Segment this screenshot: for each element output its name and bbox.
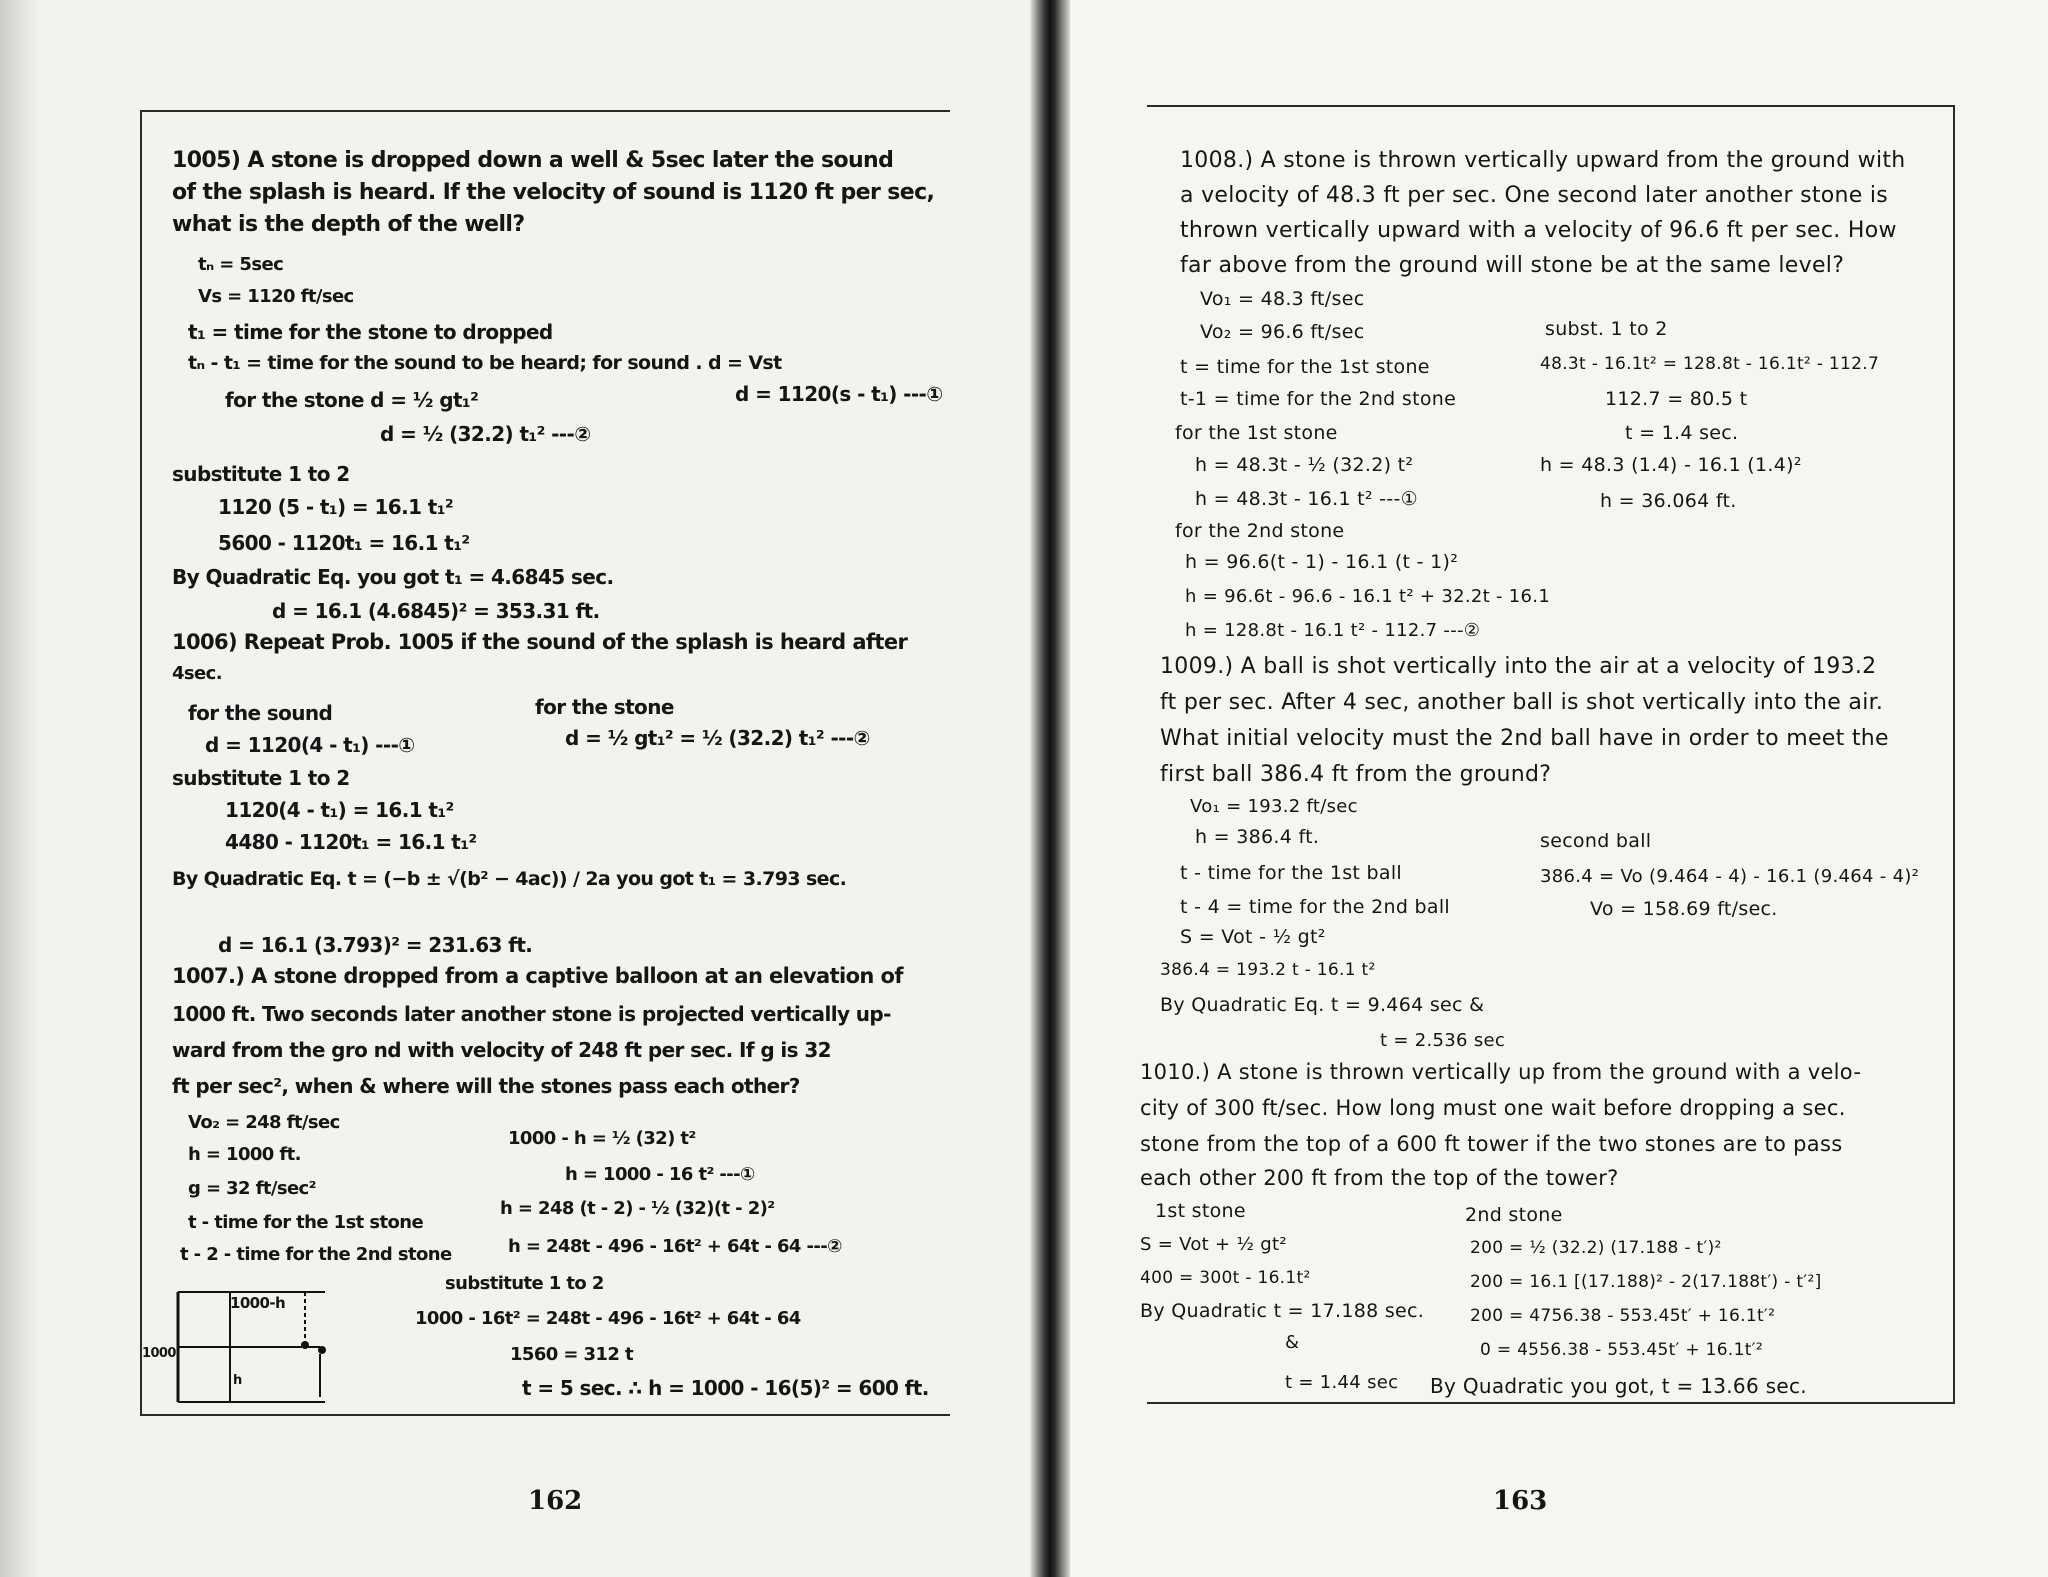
given-h-1009: h = 386.4 ft. xyxy=(1195,826,1320,848)
step-1010-c: 200 = 16.1 [(17.188)² - 2(17.188t′) - t′²] xyxy=(1470,1272,1822,1292)
def-t-1st: t - time for the 1st stone xyxy=(188,1212,424,1233)
problem-1010-line-1: 1010.) A stone is thrown vertically up from the ground with a velo- xyxy=(1140,1060,1862,1084)
substitute-1005: substitute 1 to 2 xyxy=(172,462,350,486)
step-1008-b: 112.7 = 80.5 t xyxy=(1605,388,1748,410)
given-vo2-right: Vo₂ = 96.6 ft/sec xyxy=(1200,321,1365,343)
problem-1010-line-4: each other 200 ft from the top of the tower? xyxy=(1140,1166,1619,1190)
problem-1009-line-3: What initial velocity must the 2nd ball have in order to meet the xyxy=(1160,726,1889,751)
def-t-1st-ball: t - time for the 1st ball xyxy=(1180,862,1402,884)
subst-1-to-2: subst. 1 to 2 xyxy=(1545,318,1668,340)
step-1006-b: 4480 - 1120t₁ = 16.1 t₁² xyxy=(225,830,477,854)
def-tn-t1: tₙ - t₁ = time for the sound to be heard; for sound . d = Vst xyxy=(188,352,782,374)
substitute-1006: substitute 1 to 2 xyxy=(172,766,350,790)
given-vo1-1009: Vo₁ = 193.2 ft/sec xyxy=(1190,796,1358,817)
problem-1007-line-3: ward from the gro nd with velocity of 248 ft per sec. If g is 32 xyxy=(172,1038,831,1062)
step-1009-a: 386.4 = Vo (9.464 - 4) - 16.1 (9.464 - 4)² xyxy=(1540,866,1920,887)
def-t-1st-stone: t = time for the 1st stone xyxy=(1180,356,1430,378)
diagram-label-1000: 1000 xyxy=(142,1346,176,1361)
quadratic-1010-a: By Quadratic t = 17.188 sec. xyxy=(1140,1300,1425,1322)
answer-1010-t2: By Quadratic you got, t = 13.66 sec. xyxy=(1430,1374,1807,1398)
given-vo1: Vo₁ = 48.3 ft/sec xyxy=(1200,288,1365,310)
quadratic-1005: By Quadratic Eq. you got t₁ = 4.6845 sec. xyxy=(172,565,614,589)
quadratic-1009: By Quadratic Eq. t = 9.464 sec & xyxy=(1160,994,1485,1016)
problem-1010-line-2: city of 300 ft/sec. How long must one wait before dropping a sec. xyxy=(1140,1096,1846,1120)
ampersand-1010: & xyxy=(1285,1332,1300,1353)
step-1009-b: 386.4 = 193.2 t - 16.1 t² xyxy=(1160,960,1376,980)
step-1006-a: 1120(4 - t₁) = 16.1 t₁² xyxy=(225,798,454,822)
step-1010-a: 200 = ½ (32.2) (17.188 - t′)² xyxy=(1470,1238,1722,1258)
problem-1008-line-4: far above from the ground will stone be at the same level? xyxy=(1180,253,1845,278)
answer-1008-h: h = 36.064 ft. xyxy=(1600,490,1737,512)
step-1007-b: 1560 = 312 t xyxy=(510,1344,633,1365)
for-the-stone: for the stone xyxy=(535,695,674,719)
eq-1008-2: h = 128.8t - 16.1 t² - 112.7 ---② xyxy=(1185,620,1481,641)
answer-1006: d = 16.1 (3.793)² = 231.63 ft. xyxy=(218,933,533,957)
problem-1009-line-4: first ball 386.4 ft from the ground? xyxy=(1160,762,1552,787)
answer-1008-t: t = 1.4 sec. xyxy=(1625,422,1739,444)
problem-1009-line-2: ft per sec. After 4 sec, another ball is shot vertically into the air. xyxy=(1160,690,1884,715)
given-vs: Vs = 1120 ft/sec xyxy=(198,286,354,307)
eq-1010-s: S = Vot + ½ gt² xyxy=(1140,1234,1287,1255)
diagram-label-h: h xyxy=(233,1373,242,1388)
diagram-label-1000-h: 1000-h xyxy=(230,1294,286,1312)
answer-1007: t = 5 sec. ∴ h = 1000 - 16(5)² = 600 ft. xyxy=(522,1376,929,1400)
step-1008-c: h = 48.3 (1.4) - 16.1 (1.4)² xyxy=(1540,454,1802,476)
problem-1005-line-2: of the splash is heard. If the velocity of sound is 1120 ft per sec, xyxy=(172,180,935,205)
eq-1005-1: d = 1120(s - t₁) ---① xyxy=(735,382,943,406)
eq-1008-h-b: h = 96.6(t - 1) - 16.1 (t - 1)² xyxy=(1185,551,1459,573)
problem-1010-line-3: stone from the top of a 600 ft tower if the two stones are to pass xyxy=(1140,1132,1843,1156)
eq-1008-1: h = 48.3t - 16.1 t² ---① xyxy=(1195,488,1418,510)
eq-1008-h-a: h = 48.3t - ½ (32.2) t² xyxy=(1195,454,1414,476)
substitute-1007: substitute 1 to 2 xyxy=(445,1273,604,1294)
answer-1009-t2: t = 2.536 sec xyxy=(1380,1030,1506,1051)
problem-1007-line-4: ft per sec², when & where will the stones pass each other? xyxy=(172,1074,800,1098)
eq-1009-s: S = Vot - ½ gt² xyxy=(1180,926,1326,948)
for-the-sound: for the sound xyxy=(188,701,333,725)
eq-1005-2: d = ½ (32.2) t₁² ---② xyxy=(380,422,591,446)
problem-1009-line-1: 1009.) A ball is shot vertically into the air at a velocity of 193.2 xyxy=(1160,654,1877,679)
book-gutter xyxy=(1030,0,1070,1577)
answer-1009: Vo = 158.69 ft/sec. xyxy=(1590,898,1778,920)
problem-1007-line-2: 1000 ft. Two seconds later another stone is projected vertically up- xyxy=(172,1002,891,1026)
problem-1007-line-1: 1007.) A stone dropped from a captive balloon at an elevation of xyxy=(172,964,903,988)
eq-1007-2: h = 248t - 496 - 16t² + 64t - 64 ---② xyxy=(508,1236,842,1257)
for-the-1st-stone: for the 1st stone xyxy=(1175,422,1338,444)
page-number-left: 162 xyxy=(528,1486,583,1516)
answer-1010-t1: t = 1.44 sec xyxy=(1285,1372,1399,1393)
eq-1006-2: d = ½ gt₁² = ½ (32.2) t₁² ---② xyxy=(565,726,870,750)
given-h: h = 1000 ft. xyxy=(188,1144,301,1165)
quadratic-1006: By Quadratic Eq. t = (−b ± √(b² − 4ac)) / 2a you got t₁ = 3.793 sec. xyxy=(172,868,847,890)
step-1010-e: 0 = 4556.38 - 553.45t′ + 16.1t′² xyxy=(1480,1340,1763,1360)
given-tn: tₙ = 5sec xyxy=(198,254,284,275)
given-vo2: Vo₂ = 248 ft/sec xyxy=(188,1112,340,1133)
label-2nd-stone: 2nd stone xyxy=(1465,1204,1563,1226)
left-page-edge xyxy=(0,0,40,1577)
answer-1005: d = 16.1 (4.6845)² = 353.31 ft. xyxy=(272,599,600,623)
def-t-2nd: t - 2 - time for the 2nd stone xyxy=(180,1244,452,1265)
step-1007-a: 1000 - 16t² = 248t - 496 - 16t² + 64t - 64 xyxy=(415,1308,801,1329)
for-the-2nd-stone: for the 2nd stone xyxy=(1175,520,1345,542)
step-1005-a: 1120 (5 - t₁) = 16.1 t₁² xyxy=(218,495,454,519)
eq-1006-1: d = 1120(4 - t₁) ---① xyxy=(205,733,415,757)
eq-1007-a: 1000 - h = ½ (32) t² xyxy=(508,1128,696,1149)
problem-1006-line-1: 1006) Repeat Prob. 1005 if the sound of the splash is heard after xyxy=(172,630,908,654)
given-g: g = 32 ft/sec² xyxy=(188,1178,316,1199)
second-ball: second ball xyxy=(1540,830,1652,852)
stone-formula: for the stone d = ½ gt₁² xyxy=(225,388,479,412)
problem-1008-line-1: 1008.) A stone is thrown vertically upward from the ground with xyxy=(1180,148,1906,173)
eq-1008-h-c: h = 96.6t - 96.6 - 16.1 t² + 32.2t - 16.1 xyxy=(1185,586,1551,607)
step-1010-d: 200 = 4756.38 - 553.45t′ + 16.1t′² xyxy=(1470,1306,1776,1326)
margin-mark-1 xyxy=(1150,130,1156,151)
def-t1: t₁ = time for the stone to dropped xyxy=(188,320,553,344)
problem-1005-line-1: 1005) A stone is dropped down a well & 5sec later the sound xyxy=(172,148,894,173)
step-1005-b: 5600 - 1120t₁ = 16.1 t₁² xyxy=(218,531,470,555)
problem-1008-line-2: a velocity of 48.3 ft per sec. One second later another stone is xyxy=(1180,183,1889,208)
page-number-right: 163 xyxy=(1493,1486,1548,1516)
problem-1005-line-3: what is the depth of the well? xyxy=(172,212,525,237)
problem-1006-line-2: 4sec. xyxy=(172,663,222,684)
step-1008-a: 48.3t - 16.1t² = 128.8t - 16.1t² - 112.7 xyxy=(1540,354,1880,374)
def-t-2nd-ball: t - 4 = time for the 2nd ball xyxy=(1180,896,1451,918)
problem-1008-line-3: thrown vertically upward with a velocity of 96.6 ft per sec. How xyxy=(1180,218,1897,243)
eq-1007-b: h = 248 (t - 2) - ½ (32)(t - 2)² xyxy=(500,1198,775,1219)
eq-1007-1: h = 1000 - 16 t² ---① xyxy=(565,1164,755,1185)
def-t-2nd-stone: t-1 = time for the 2nd stone xyxy=(1180,388,1457,410)
step-1010-b: 400 = 300t - 16.1t² xyxy=(1140,1268,1311,1288)
label-1st-stone: 1st stone xyxy=(1155,1200,1246,1222)
